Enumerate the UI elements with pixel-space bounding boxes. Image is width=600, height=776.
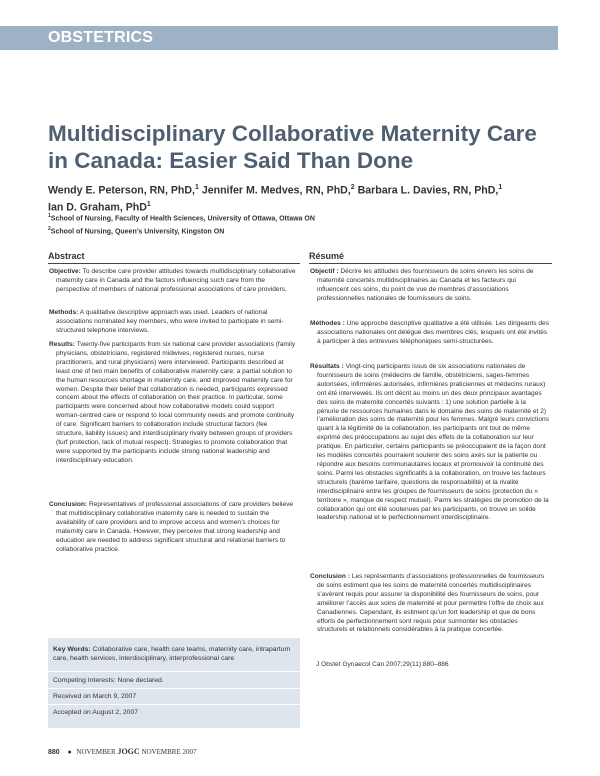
resume-heading: Résumé [309, 251, 345, 261]
received-date: Received on March 9, 2007 [53, 693, 137, 700]
competing-interests: Competing Interests: None declared. [53, 677, 164, 684]
author: Wendy E. Peterson, RN, PhD, [48, 184, 195, 197]
page-number: 880 [48, 749, 60, 756]
author: Barbara L. Davies, RN, PhD, [357, 184, 499, 197]
journal-citation: J Obstet Gynaecol Can 2007;29(11):880–886 [316, 661, 449, 668]
results-label: Results: [49, 341, 76, 348]
abstract-results [49, 341, 296, 466]
footer-year: 2007 [182, 748, 197, 756]
keywords-divider [48, 671, 300, 672]
journal-name: JOGC [117, 747, 140, 756]
resume-methodes [310, 320, 549, 347]
methods-text: A qualitative descriptive approach was used. Leaders of national associations nominated key members, who were invited to participate in semi-structured telephone interviews. [56, 309, 284, 334]
author-list [48, 181, 568, 214]
objective-label: Objective: [49, 268, 81, 275]
keywords-label: Key Words: [53, 646, 91, 653]
bullet-icon: ● [67, 748, 72, 756]
objectif-label: Objectif : [310, 268, 339, 275]
methodes-label: Méthodes : [310, 320, 345, 327]
resultats-label: Résultats : [310, 363, 344, 370]
abstract-heading: Abstract [48, 251, 85, 261]
objective-text: To describe care provider attitudes towards multidisciplinary collaborative maternity care in Canada and the factors influencing such care from the perspective of members of national professional associations of care providers. [56, 268, 296, 293]
abstract-methods [49, 309, 296, 336]
affiliation-text: School of Nursing, Queen’s University, Kingston ON [50, 228, 225, 236]
accepted-date: Accepted on August 2, 2007 [53, 709, 139, 716]
page-footer [48, 747, 196, 756]
conclusion-label-fr: Conclusion : [310, 573, 350, 580]
keywords [53, 645, 293, 663]
conclusion-text: Representatives of professional associations of care providers believe that multidisciplinary collaborative maternity care is needed to sustain the availability of care providers and to improve access and women’s choices for maternity care in Canada. However, they perceive that strong leadership and education are needed to address significant structural and relational barriers to collaborative practice. [56, 501, 294, 553]
keywords-divider [48, 704, 300, 705]
resume-resultats [310, 363, 549, 523]
footer-month-fr: NOVEMBRE [141, 748, 181, 756]
affiliation-number: 1 [48, 213, 51, 219]
author: Ian D. Graham, PhD [48, 201, 147, 214]
keywords-divider [48, 688, 300, 689]
conclusion-text-fr: Les représentants d’associations professionnelles de fournisseurs de soins estiment que les soins de maternité concertés multidisciplinaires s’avèrent requis pour assurer la disponibilité des fournisseurs de soins, pour améliorer l’accès aux soins de maternité et pour permettre l’offre de choix aux Canadiennes. Cependant, ils estiment qu’un fort leadership et que de bons efforts de perfectionnement sont requis pour surmonter les obstacles structurels et relationnels considérables à la pratique concertée. [317, 573, 545, 634]
methods-label: Methods: [49, 309, 79, 316]
title-line-2: in Canada: Easier Said Than Done [48, 148, 414, 173]
abstract-conclusion [49, 501, 296, 554]
objectif-text: Décrire les attitudes des fournisseurs de soins envers les soins de maternité concertés multidisciplinaires au Canada et les facteurs qui influencent ces soins, du point de vue de membres d’associations professionnelles nationales de fournisseurs de soins. [317, 268, 534, 302]
title-line-1: Multidisciplinary Collaborative Maternity Care [48, 121, 537, 146]
author-affiliation-ref: 1 [498, 184, 503, 191]
resultats-text: Vingt-cinq participants issus de six associations nationales de fournisseurs de soins (médecins de famille, obstétriciens, sages-femmes autorisées, infirmières autorisées, infirmières praticiennes et médecins ruraux) ont été interviewés. Ils ont décrit au moins un des deux principaux avantages des soins de maternité concertés suivants : 1) une solution partielle à la pénurie de ressources humaines dans le domaine des soins de maternité et 2) l’amélioration des soins de maternité pour les femmes. Malgré leurs convictions quant à la légitimité de la collaboration, les participants ont tout de même exprimé des préoccupations au sujet des effets de la collaboration sur leur pratique. En particulier, certains participants se préoccupaient de la façon dont les modèles concertés pourraient soutenir des soins axés sur la patiente ou répondre aux besoins communautaires locaux et promouvoir la continuité des soins. Parmi les obstacles significatifs à la collaboration, on trouve les facteurs structurels (barème tarifaire, questions de responsabilité) et la rivalité interdisciplinaire entre les groupes de fournisseurs de soins (protection du « territoire », manque de respect mutuel). Parmi les stratégies de promotion de la collaboration qui ont été soutenues par les participants, on trouve un solide leadership national et le perfectionnement interdisciplinaire. [317, 363, 549, 522]
abstract-rule [48, 263, 300, 264]
affiliation-2 [48, 226, 224, 235]
author-affiliation-ref: 1 [146, 200, 151, 208]
resume-conclusion [310, 573, 549, 635]
article-title [48, 120, 568, 174]
affiliation-number: 2 [48, 226, 51, 232]
section-label: OBSTETRICS [48, 29, 154, 46]
footer-month-en: NOVEMBER [76, 748, 116, 756]
author-affiliation-ref: 1 [194, 184, 199, 191]
section-banner [0, 26, 558, 50]
results-text: Twenty-five participants from six national care provider associations (family physicians, obstetricians, registered midwives, registered nurses, nurse practitioners, and rural physicians) were interviewed. Participants described at least one of two main benefits of collaborative maternity care: a partial solution to the human resources shortage in maternity care, and improved maternity care for women. Despite their belief that collaboration is needed, participants expressed concern about the effects of collaboration on their practice. In particular, some participants were concerned about how collaborative models could support woman-centred care or respond to local community needs and promote continuity of care. Significant barriers to collaboration include structural factors (fee structure, liability issues) and interdisciplinary rivalry between groups of providers (turf protection, lack of mutual respect). Strategies to promote collaboration that were supported by the participants include strong national leadership and interdisciplinary education. [56, 341, 296, 464]
keywords-text: Collaborative care, health care teams, maternity care, intrapartum care, health services, interdisciplinary, interprofessional care [53, 646, 291, 662]
affiliation-1 [48, 213, 315, 222]
resume-objectif [310, 268, 549, 304]
author-affiliation-ref: 2 [350, 184, 355, 191]
abstract-objective [49, 268, 296, 295]
affiliation-text: School of Nursing, Faculty of Health Sciences, University of Ottawa, Ottawa ON [50, 215, 315, 223]
author: Jennifer M. Medves, RN, PhD, [201, 184, 351, 197]
methodes-text: Une approche descriptive qualitative a été utilisée. Les dirigeants des associations nationales ont délégué des membres clés, lesquels ont été invités à participer à des entrevues téléphoniques semi-structurées. [317, 320, 549, 345]
resume-rule [309, 263, 552, 264]
conclusion-label: Conclusion: [49, 501, 88, 508]
